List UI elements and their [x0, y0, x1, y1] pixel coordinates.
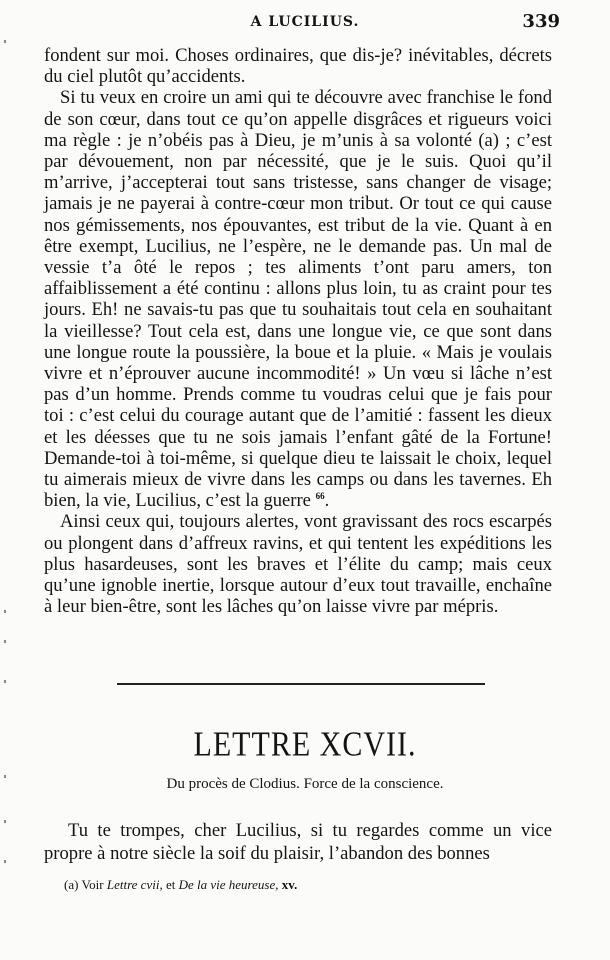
footnote-marker: (a): [64, 877, 79, 892]
footnote-text-2: et: [165, 877, 176, 892]
letter-subtitle: Du procès de Clodius. Force de la conscience.: [166, 776, 444, 792]
footnote-ref-2: De la vie heureuse,: [178, 877, 279, 892]
body-text: [44, 45, 552, 617]
paragraph-2-text: Si tu veux en croire un ami qui te découvre avec franchise le fond de son cœur, dans tout ce qu’on appelle disgrâces et rigueurs voici ma règle : je n’obéis pas à Dieu, je m’unis à sa volonté (a) ; c’est par dévouement, non par nécessité, que je le suis. Quoi qu’il m’arrive, j’accepterai tout sans tristesse, sans changer de visage; jamais je ne payerai à contre-cœur mon tribut. Or tout ce qui cause nos gémissements, nos épouvantes, est tribut de la vie. Quant à en être exempt, Lucilius, ne l’espère, ne le demande pas. Un mal de vessie t’a ôté le repos ; tes aliments t’ont paru amers, ton affaiblissement a été continu : allons plus loin, tu as craint pour tes jours. Eh! ne savais-tu pas que tu souhaitais tout cela en souhaitant la vieillesse? Tout cela est, dans une longue vie, ce que sont dans une longue route la poussière, la boue et la pluie. « Mais je voulais vivre et n’éprouver aucune incommodité! » Un vœu si lâche n’est pas d’un homme. Prends comme tu voudras celui que je fais pour toi : c’est celui du courage autant que de l’amitié : fassent les dieux et les déesses que tu ne sois jamais l’enfant gâté de la Fortune! Demande-toi à toi-même, si quelque dieu te laissait le choix, lequel tu aimerais mieux de vivre dans les camps ou dans les tavernes. Eh bien, la vie, Lucilius, c’est la guerre: [44, 87, 552, 512]
margin-specks: [0, 0, 20, 960]
page-number: 339: [522, 11, 560, 32]
footnote-text-1: Voir: [81, 877, 104, 892]
running-title: A LUCILIUS.: [250, 14, 360, 30]
letter-opening: [44, 819, 552, 865]
footnote: [64, 877, 544, 893]
page-header: [0, 11, 610, 36]
paragraph-1: fondent sur moi. Choses ordinaires, que dis-je? inévitables, décrets du ciel plutôt qu’accidents.: [44, 45, 552, 88]
footnote-ref-3: xv.: [281, 877, 298, 892]
letter-title: LETTRE XCVII.: [193, 725, 417, 764]
paragraph-2: Si tu veux en croire un ami qui te découvre avec franchise le fond de son cœur, dans tout ce qu’on appelle disgrâces et rigueurs voici ma règle : je n’obéis pas à Dieu, je m’unis à sa volonté (a) ; c’est par dévouement, non par nécessité, que je le suis. Quoi qu’il m’arrive, j’accepterai tout sans tristesse, sans changer de visage; jamais je ne payerai à contre-cœur mon tribut. Or tout ce qui cause nos gémissements, nos épouvantes, est tribut de la vie. Quant à en être exempt, Lucilius, ne l’espère, ne le demande pas. Un mal de vessie t’a ôté le repos ; tes aliments t’ont paru amers, ton affaiblissement a été continu : allons plus loin, tu as craint pour tes jours. Eh! ne savais-tu pas que tu souhaitais tout cela en souhaitant la vieillesse? Tout cela est, dans une longue vie, ce que sont dans une longue route la poussière, la boue et la pluie. « Mais je voulais vivre et n’éprouver aucune incommodité! » Un vœu si lâche n’est pas d’un homme. Prends comme tu voudras celui que je fais pour toi : c’est celui du courage autant que de l’amitié : fassent les dieux et les déesses que tu ne sois jamais l’enfant gâté de la Fortune! Demande-toi à toi-même, si quelque dieu te laissait le choix, lequel tu aimerais mieux de vivre dans les camps ou dans les tavernes. Eh bien, la vie, Lucilius, c’est la guerre $^{66}$.: [44, 87, 552, 512]
note-reference: 66: [315, 491, 325, 502]
letter-opening-paragraph: Tu te trompes, cher Lucilius, si tu regardes comme un vice propre à notre siècle la soif du plaisir, l’abandon des bonnes: [44, 820, 552, 864]
paragraph-3: Ainsi ceux qui, toujours alertes, vont gravissant des rocs escarpés ou plongent dans d’affreux ravins, et qui tentent les expéditions les plus hasardeuses, sont les braves et l’élite du camp; mais ceux qu’une ignoble inertie, lorsque autour d’eux tout travaille, enchaîne à leur bien-être, sont les lâches qu’on laisse vivre par mépris.: [44, 511, 552, 618]
section-divider: [117, 683, 485, 685]
footnote-ref-1: Lettre cvii,: [106, 877, 163, 892]
